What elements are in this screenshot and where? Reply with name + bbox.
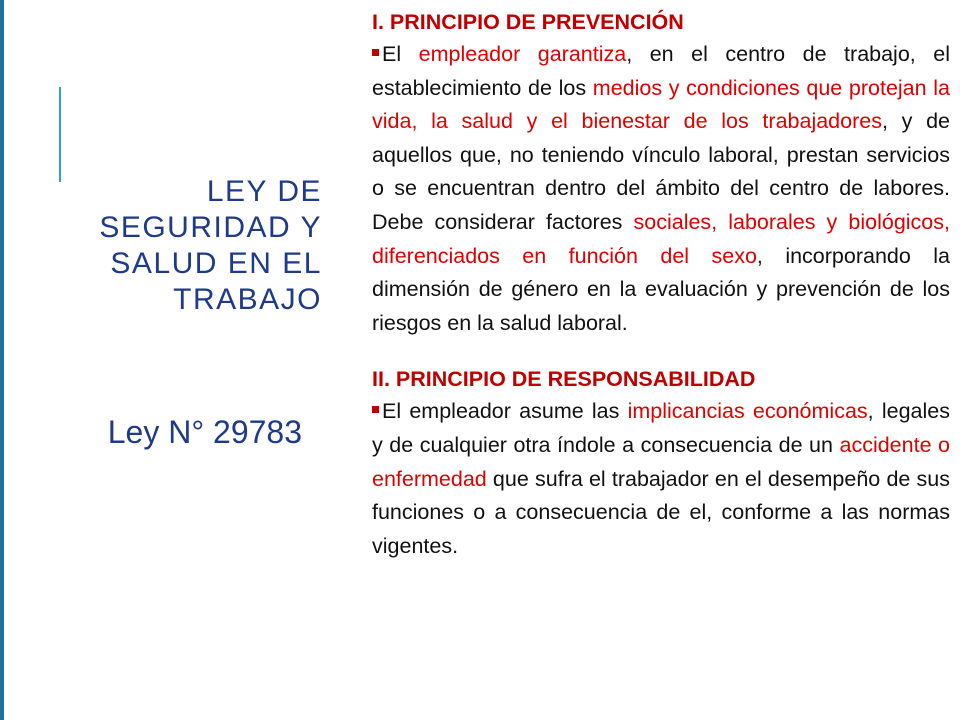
section-heading-prevencion: I. PRINCIPIO DE PREVENCIÓN [372, 10, 684, 34]
square-bullet-icon [372, 49, 379, 56]
paragraph-text: , y de aquellos que, no teniendo vínculo laboral, prestan servicios o se encuentran dentro del ámbito del centro de labores. Debe considerar factores [372, 109, 950, 234]
accent-bar [59, 87, 61, 182]
highlighted-text: empleador garantiza [418, 42, 627, 66]
title-line: TRABAJO [173, 283, 322, 316]
paragraph-text: El [382, 42, 419, 66]
title-line: SALUD EN EL [110, 247, 322, 280]
section-paragraph-responsabilidad [372, 395, 950, 563]
content-column [372, 6, 950, 563]
title-line: LEY DE [206, 175, 322, 208]
section-spacer [372, 340, 950, 363]
left-edge-bar [0, 0, 4, 720]
square-bullet-icon [372, 406, 379, 413]
paragraph-text: que sufra el trabajador en el desempeño de sus funciones o a consecuencia de el, conforme a las normas vigentes. [372, 466, 950, 558]
highlighted-text: accidente o enfermedad [372, 432, 950, 491]
slide-title [40, 174, 322, 318]
paragraph-text: , en el centro de trabajo, el establecimiento de los [372, 42, 951, 100]
highlighted-text: medios y condiciones que protejan la vida, la salud y el bienestar de los trabajadores [372, 75, 950, 134]
highlighted-text: sociales, laborales y biológicos, diferenciados en función del sexo [372, 209, 950, 268]
paragraph-text: El empleador asume las [382, 399, 628, 424]
title-line: SEGURIDAD Y [99, 211, 322, 244]
section-paragraph-prevencion [372, 38, 950, 340]
section-heading-responsabilidad: II. PRINCIPIO DE RESPONSABILIDAD [372, 367, 756, 392]
paragraph-text: , legales y de cualquier otra índole a consecuencia de un [372, 399, 950, 457]
highlighted-text: implicancias económicas [627, 399, 868, 424]
law-number: Ley N° 29783 [107, 414, 302, 450]
paragraph-text: , incorporando la dimensión de género en la evaluación y prevención de los riesgos en la salud laboral. [372, 243, 950, 335]
